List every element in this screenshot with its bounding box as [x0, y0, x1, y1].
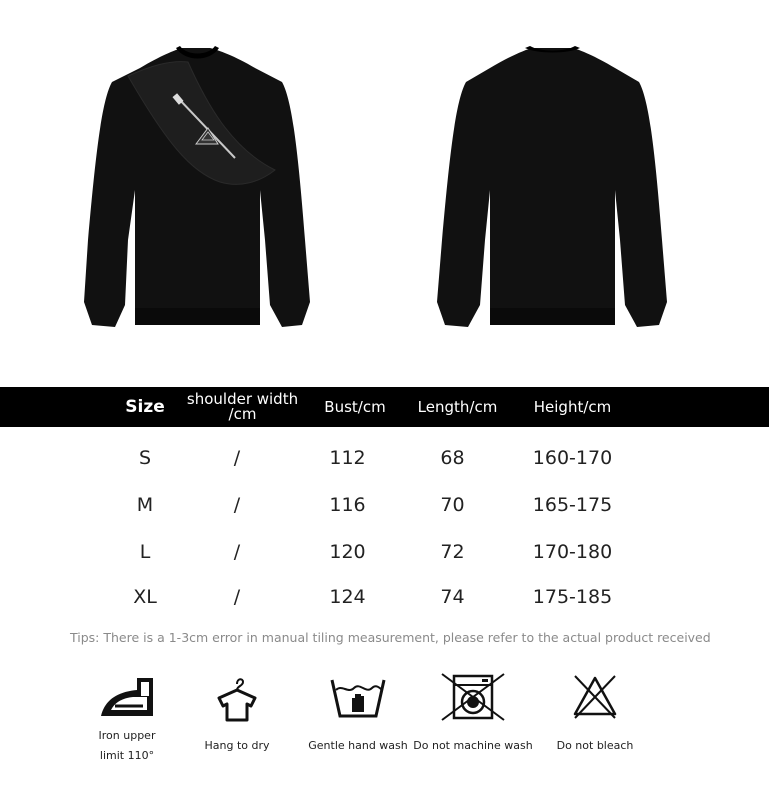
length-cell: 72 [440, 541, 465, 563]
size-chart-header [0, 387, 769, 427]
length-cell: 74 [440, 586, 465, 608]
table-row [0, 443, 769, 473]
table-row [0, 582, 769, 612]
measurement-tips: Tips: There is a 1-3cm error in manual tiling measurement, please refer to the actual product received [70, 630, 711, 645]
bust-cell: 124 [329, 586, 366, 608]
care-label: Hang to dry [204, 739, 270, 752]
shoulder-cell: / [233, 447, 241, 469]
hand-wash-icon [328, 672, 388, 722]
bust-cell: 112 [329, 447, 366, 469]
care-label: Do not bleach [556, 739, 634, 752]
no-bleach-icon [571, 672, 619, 720]
care-label: Gentle hand wash [308, 739, 408, 752]
size-cell: M [136, 494, 154, 516]
size-cell: S [138, 447, 152, 469]
header-size: Size [125, 396, 165, 417]
header-bust: Bust/cm [324, 397, 386, 416]
table-row [0, 537, 769, 567]
hang-dry-icon [215, 672, 259, 724]
height-cell: 170-180 [532, 541, 613, 563]
shoulder-cell: / [233, 586, 241, 608]
header-shoulder-width: shoulder width /cm [186, 390, 299, 423]
height-cell: 165-175 [532, 494, 613, 516]
sweatshirt-back-image [425, 40, 680, 340]
shoulder-cell: / [233, 494, 241, 516]
no-machine-wash-icon [440, 672, 506, 722]
bust-cell: 120 [329, 541, 366, 563]
care-label: limit 110° [99, 749, 155, 762]
care-label: Iron upper [98, 729, 156, 742]
height-cell: 175-185 [532, 586, 613, 608]
header-length: Length/cm [417, 397, 498, 416]
care-item-hang-dry [167, 672, 307, 782]
table-row [0, 490, 769, 520]
height-cell: 160-170 [532, 447, 613, 469]
care-item-no-machine-wash [403, 672, 543, 782]
care-label: Do not machine wash [413, 739, 533, 752]
bust-cell: 116 [329, 494, 366, 516]
care-item-no-bleach [525, 672, 665, 782]
length-cell: 68 [440, 447, 465, 469]
size-cell: XL [133, 586, 157, 608]
shoulder-cell: / [233, 541, 241, 563]
iron-icon [97, 672, 157, 720]
length-cell: 70 [440, 494, 465, 516]
size-cell: L [139, 541, 151, 563]
header-height: Height/cm [533, 397, 612, 416]
sweatshirt-front-image [70, 40, 325, 340]
